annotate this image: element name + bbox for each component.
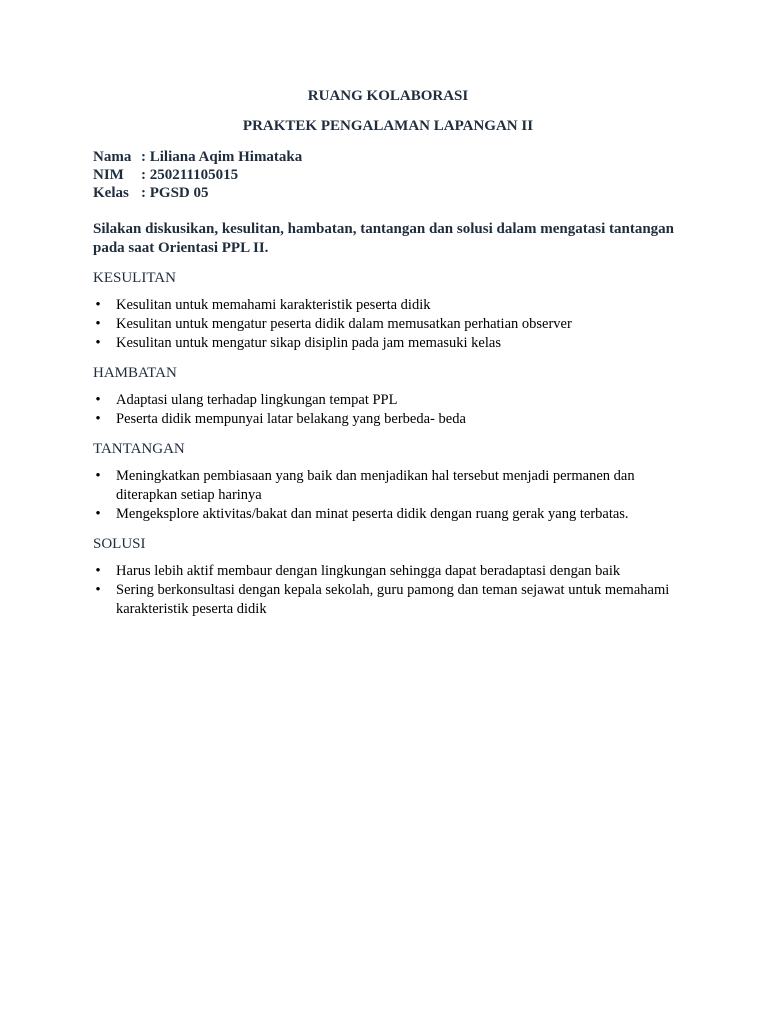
- identity-value: : 250211105015: [141, 167, 239, 183]
- section-heading: SOLUSI: [93, 536, 146, 552]
- list-item: [93, 391, 683, 410]
- list-item-text: Kesulitan untuk mengatur sikap disiplin pada jam memasuki kelas: [116, 335, 501, 351]
- bullet-list: [93, 391, 683, 429]
- list-item: [93, 562, 683, 581]
- section-kesulitan: [93, 268, 683, 353]
- list-item-text: Kesulitan untuk memahami karakteristik peserta didik: [116, 297, 431, 313]
- identity-row-kelas: [93, 184, 683, 202]
- list-item-text: Harus lebih aktif membaur dengan lingkungan sehingga dapat beradaptasi dengan baik: [116, 563, 621, 579]
- section-solusi: [93, 534, 683, 619]
- section-heading: HAMBATAN: [93, 365, 177, 381]
- list-item: [93, 296, 683, 315]
- bullet-list: [93, 467, 683, 524]
- bullet-icon: [93, 467, 103, 486]
- list-item: [93, 315, 683, 334]
- list-item-text: Mengeksplore aktivitas/bakat dan minat peserta didik dengan ruang gerak yang terbatas.: [116, 506, 629, 522]
- instruction-text: Silakan diskusikan, kesulitan, hambatan, tantangan dan solusi dalam mengatasi tantangan pada saat Orientasi PPL II.: [93, 221, 675, 256]
- list-item: [93, 581, 683, 619]
- bullet-icon: [93, 315, 103, 334]
- document-subtitle: PRAKTEK PENGALAMAN LAPANGAN II: [242, 118, 534, 134]
- document-content: [93, 86, 683, 619]
- identity-row-name: [93, 148, 683, 166]
- identity-label: Nama: [93, 149, 132, 165]
- identity-value: : PGSD 05: [141, 185, 209, 201]
- bullet-icon: [93, 296, 103, 315]
- identity-row-nim: [93, 166, 683, 184]
- bullet-list: [93, 562, 683, 619]
- section-tantangan: [93, 439, 683, 524]
- list-item-text: Meningkatkan pembiasaan yang baik dan menjadikan hal tersebut menjadi permanen dan diterapkan setiap harinya: [116, 468, 635, 503]
- bullet-icon: [93, 505, 103, 524]
- bullet-icon: [93, 562, 103, 581]
- bullet-icon: [93, 410, 103, 429]
- identity-label: Kelas: [93, 185, 129, 201]
- list-item: [93, 467, 683, 505]
- list-item: [93, 334, 683, 353]
- list-item-text: Sering berkonsultasi dengan kepala sekolah, guru pamong dan teman sejawat untuk memahami karakteristik peserta didik: [116, 582, 670, 617]
- bullet-list: [93, 296, 683, 353]
- identity-value: : Liliana Aqim Himataka: [141, 149, 303, 165]
- section-heading: TANTANGAN: [93, 441, 185, 457]
- identity-block: [93, 148, 683, 202]
- bullet-icon: [93, 391, 103, 410]
- section-hambatan: [93, 363, 683, 429]
- bullet-icon: [93, 334, 103, 353]
- list-item: [93, 410, 683, 429]
- identity-label: NIM: [93, 167, 124, 183]
- document-title: RUANG KOLABORASI: [307, 88, 469, 104]
- list-item-text: Adaptasi ulang terhadap lingkungan tempat PPL: [116, 392, 398, 408]
- list-item: [93, 505, 683, 524]
- section-heading: KESULITAN: [93, 270, 176, 286]
- list-item-text: Peserta didik mempunyai latar belakang yang berbeda- beda: [116, 411, 466, 427]
- list-item-text: Kesulitan untuk mengatur peserta didik dalam memusatkan perhatian observer: [116, 316, 572, 332]
- bullet-icon: [93, 581, 103, 600]
